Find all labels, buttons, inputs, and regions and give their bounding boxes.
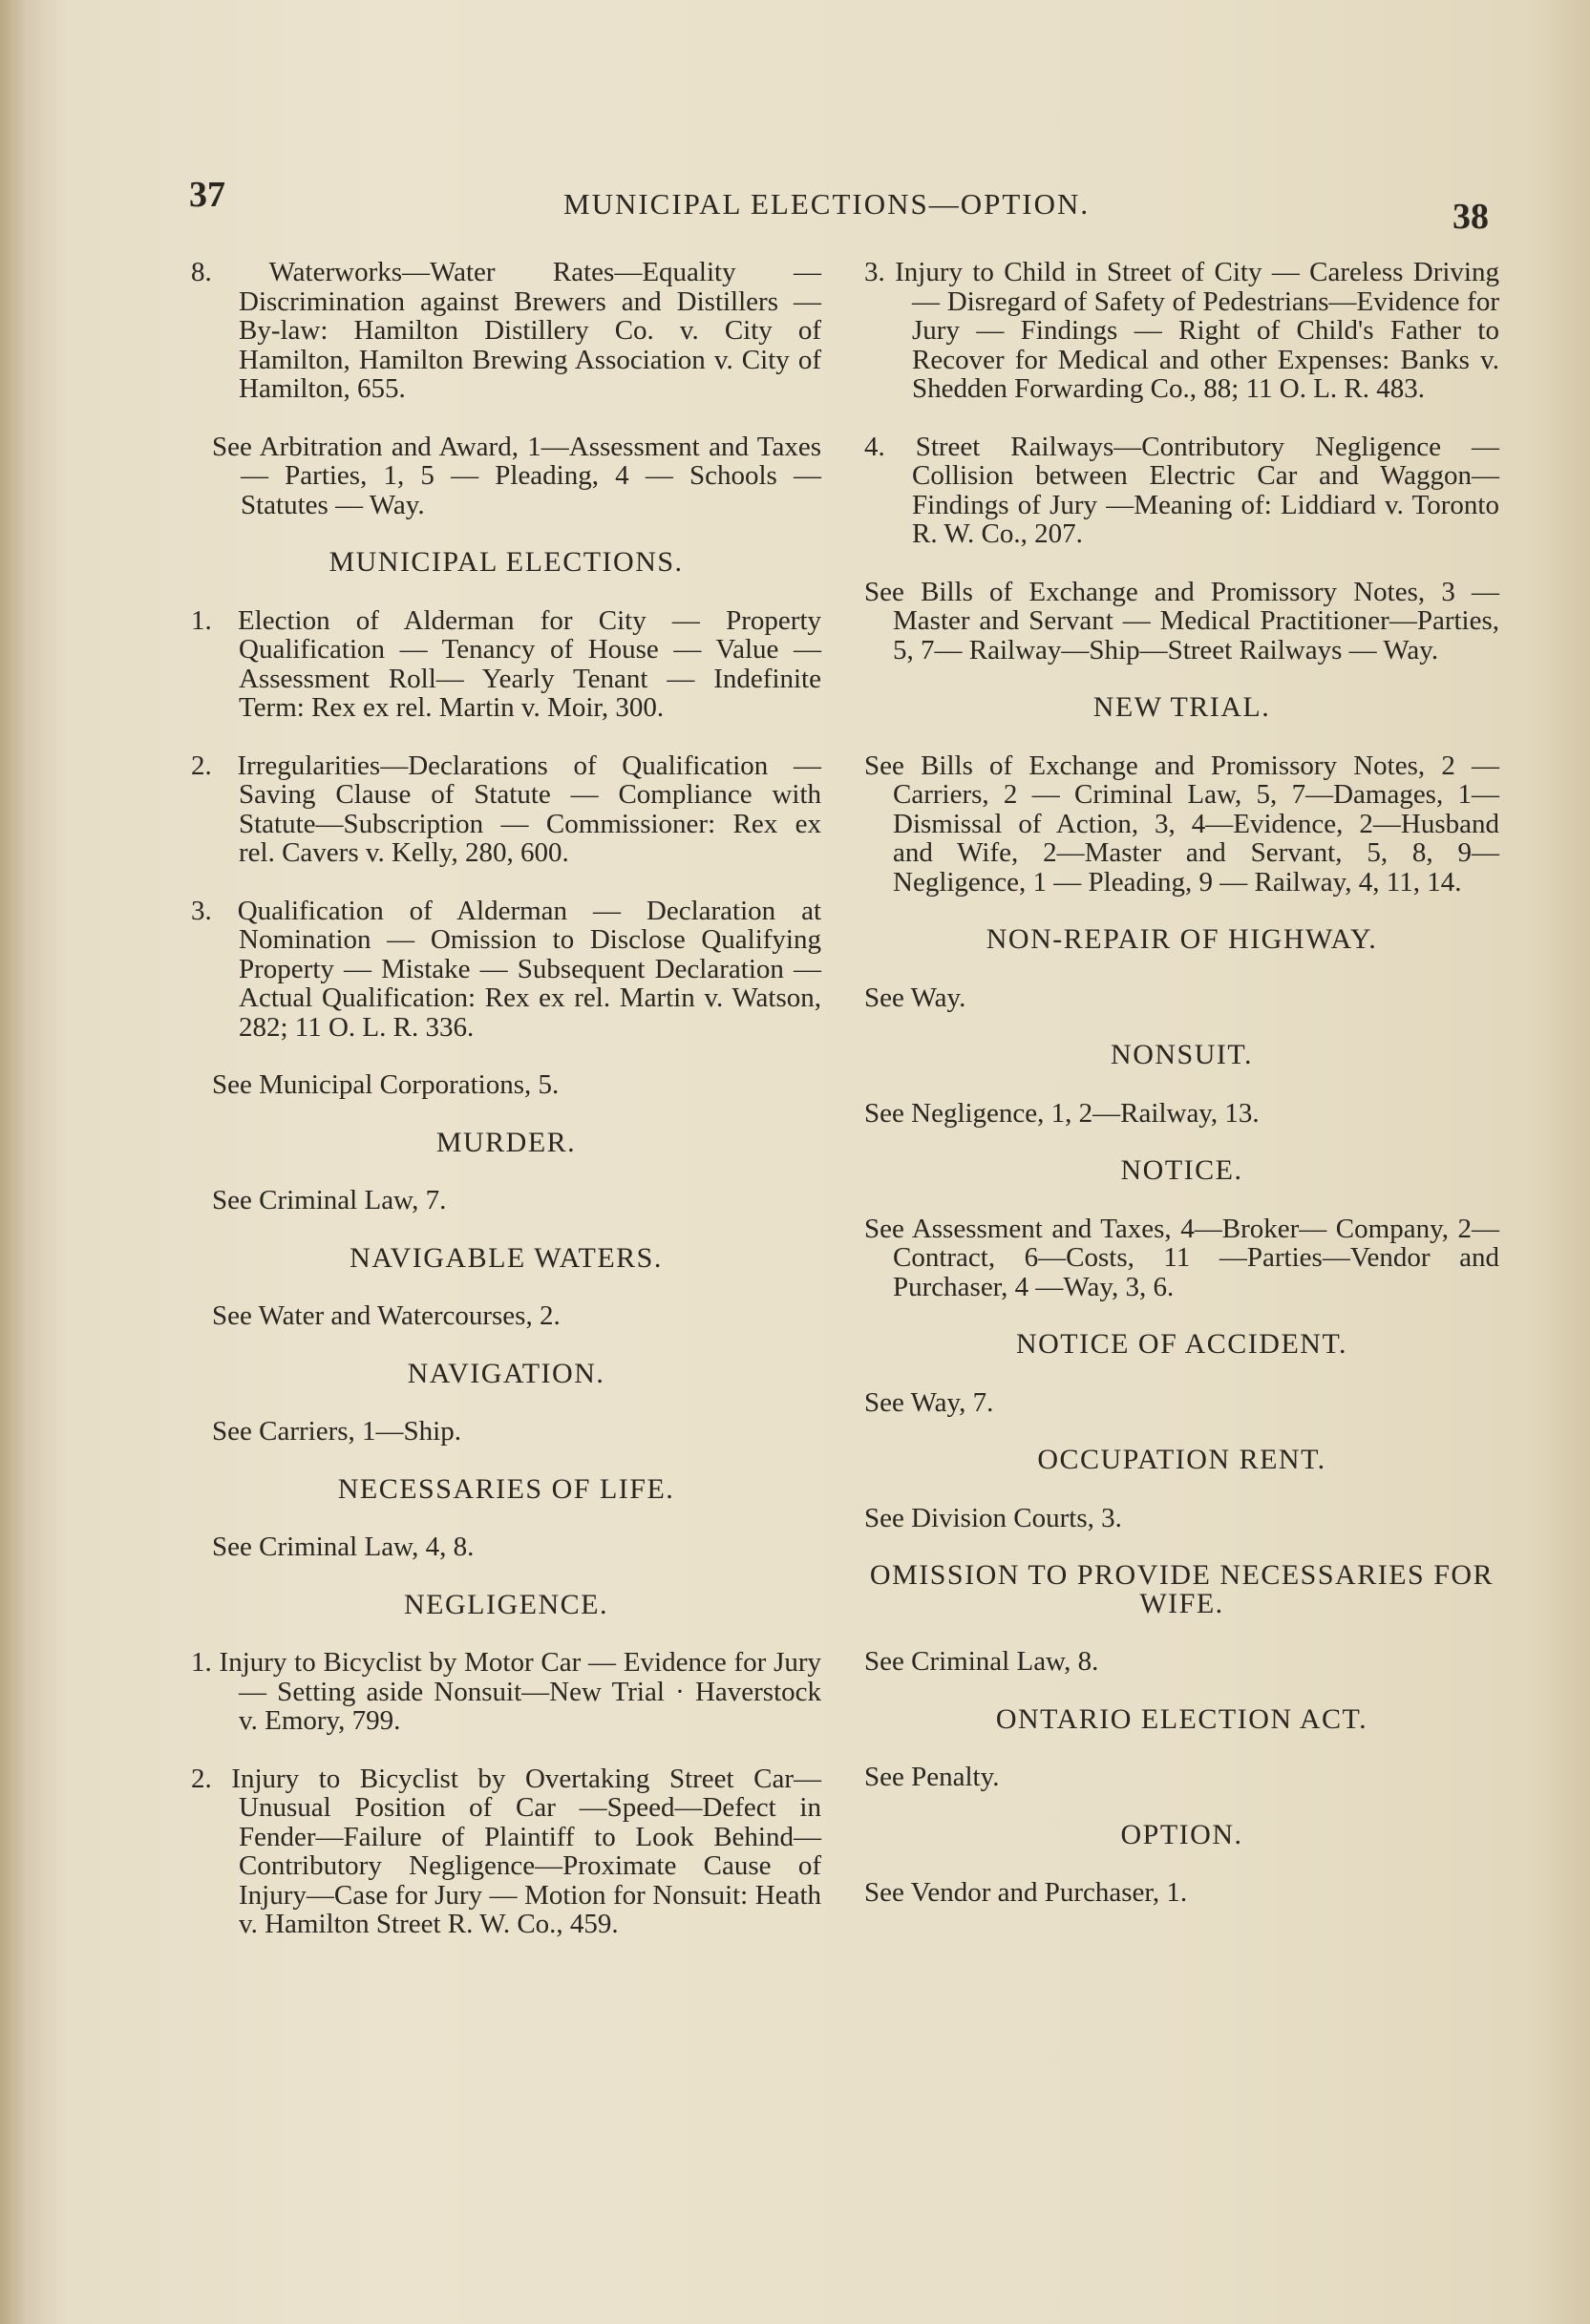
section-heading: ONTARIO ELECTION ACT.: [995, 1702, 1368, 1735]
entry-number: 2.: [191, 1763, 212, 1794]
see-text: Way.: [910, 982, 966, 1013]
index-entry: [191, 606, 821, 723]
see-also: [864, 1099, 1499, 1129]
see-also: [864, 1388, 1499, 1418]
section-heading: NAVIGATION.: [407, 1357, 605, 1389]
section-heading: NOTICE.: [1120, 1154, 1243, 1186]
section-heading: NONSUIT.: [1111, 1039, 1253, 1070]
section-heading: NECESSARIES OF LIFE.: [337, 1472, 675, 1505]
see-label: See: [864, 982, 904, 1013]
section-heading: NON-REPAIR OF HIGHWAY.: [986, 923, 1378, 955]
entry-text: Irregularities—Declarations of Qualification — Saving Clause of Statute — Compliance with Statute—Subscription — Commissioner: Rex ex rel. Cavers v. Kelly, 280, 600.: [237, 750, 821, 868]
see-also: [864, 1763, 1499, 1792]
index-entry: [191, 1764, 821, 1939]
section-heading: OPTION.: [1120, 1818, 1243, 1850]
see-label: See: [212, 1532, 252, 1562]
see-also: [864, 1878, 1499, 1908]
entry-number: 4.: [864, 431, 885, 462]
entry-number: 2.: [191, 750, 212, 781]
see-text: Municipal Corporations, 5.: [259, 1069, 560, 1100]
entry-text: Street Railways—Contributory Negligence — Collision between Electric Car and Waggon—Findings of Jury —Meaning of: Liddiard v. Toronto R. W. Co., 207.: [912, 431, 1499, 549]
entry-text: Waterworks—Water Rates—Equality — Discrimination against Brewers and Distillers — By-law: Hamilton Distillery Co. v. City of Hamilton, Hamilton Brewing Association v. City of Hamilton, 655.: [239, 257, 821, 404]
see-label: See: [864, 1502, 904, 1533]
entry-number: 1.: [191, 604, 212, 636]
page-number-left: 37: [189, 175, 225, 215]
see-label: See: [864, 1213, 904, 1244]
entry-text: Qualification of Alderman — Declaration at Nomination — Omission to Disclose Qualifying Property — Mistake — Subsequent Declaration — Actual Qualification: Rex ex rel. Martin v. Watson, 282; 11 O. L. R. 336.: [237, 895, 822, 1043]
section-heading: NEGLIGENCE.: [404, 1588, 608, 1620]
section-heading: MUNICIPAL ELECTIONS.: [329, 546, 684, 578]
index-entry: [864, 258, 1499, 404]
see-also: [864, 983, 1499, 1013]
see-also: [864, 578, 1499, 666]
see-text: Bills of Exchange and Promissory Notes, 3 — Master and Servant — Medical Practitioner—Parties, 5, 7— Railway—Ship—Street Railways — Way.: [893, 576, 1499, 666]
see-text: Way, 7.: [910, 1386, 994, 1418]
see-also: [212, 1301, 821, 1331]
see-text: Criminal Law, 4, 8.: [259, 1532, 475, 1562]
see-also: [212, 1532, 821, 1562]
entry-text: Election of Alderman for City — Property Qualification — Tenancy of House — Value — Assessment Roll— Yearly Tenant — Indefinite Term: Rex ex rel. Martin v. Moir, 300.: [237, 604, 822, 723]
entry-text: Injury to Bicyclist by Motor Car — Evidence for Jury — Setting aside Nonsuit—New Trial · Haverstock v. Emory, 799.: [219, 1647, 822, 1736]
section-heading: OMISSION TO PROVIDE NECESSARIES FOR WIFE.: [869, 1559, 1495, 1619]
page-number-right: 38: [1452, 197, 1489, 237]
left-column: [191, 258, 821, 1968]
index-entry: [191, 1648, 821, 1736]
see-text: Water and Watercourses, 2.: [258, 1300, 561, 1331]
see-text: Criminal Law, 8.: [911, 1646, 1099, 1677]
section-heading: NEW TRIAL.: [1092, 691, 1271, 723]
section-heading: OCCUPATION RENT.: [1037, 1444, 1326, 1475]
see-text: Negligence, 1, 2—Railway, 13.: [911, 1097, 1260, 1129]
running-head: MUNICIPAL ELECTIONS—OPTION.: [563, 187, 1091, 221]
index-entry: [191, 258, 821, 404]
entry-number: 3.: [864, 257, 885, 287]
see-label: See: [864, 1097, 904, 1129]
see-label: See: [212, 1300, 252, 1331]
right-column: [864, 258, 1499, 1936]
see-text: Bills of Exchange and Promissory Notes, 2 — Carriers, 2 — Criminal Law, 5, 7—Damages, 1—Dismissal of Action, 3, 4—Evidence, 2—Husband and Wife, 2—Master and Servant, 5, 8, 9—Negligence, 1 — Pleading, 9 — Railway, 4, 11, 14.: [893, 750, 1499, 898]
entry-number: 1.: [191, 1647, 212, 1678]
see-text: Arbitration and Award, 1—Assessment and Taxes — Parties, 1, 5 — Pleading, 4 — Schools — Statutes — Way.: [241, 431, 821, 520]
see-also: [864, 1504, 1499, 1533]
see-text: Carriers, 1—Ship.: [259, 1416, 461, 1447]
see-text: Assessment and Taxes, 4—Broker— Company, 2—Contract, 6—Costs, 11 —Parties—Vendor and Purchaser, 4 —Way, 3, 6.: [893, 1213, 1499, 1302]
entry-number: 3.: [191, 895, 212, 926]
see-also: [212, 433, 821, 520]
entry-number: 8.: [191, 257, 212, 287]
see-also: [864, 1647, 1499, 1677]
entry-text: Injury to Bicyclist by Overtaking Street Car—Unusual Position of Car —Speed—Defect in Fender—Failure of Plaintiff to Look Behind—Contributory Negligence—Proximate Cause of Injury—Case for Jury — Motion for Nonsuit: Heath v. Hamilton Street R. W. Co., 459.: [231, 1763, 821, 1939]
section-heading: MURDER.: [435, 1126, 577, 1158]
see-also: [864, 751, 1499, 898]
see-text: Penalty.: [911, 1762, 1000, 1792]
see-label: See: [864, 1646, 904, 1677]
see-label: See: [212, 1416, 252, 1447]
index-entry: [191, 751, 821, 868]
see-label: See: [864, 576, 904, 607]
see-label: See: [212, 1069, 252, 1100]
see-also: [212, 1417, 821, 1447]
section-heading: NOTICE OF ACCIDENT.: [1015, 1328, 1348, 1360]
index-entry: [191, 897, 821, 1043]
see-label: See: [212, 431, 252, 462]
see-text: Criminal Law, 7.: [259, 1185, 447, 1215]
see-also: [864, 1215, 1499, 1302]
see-also: [212, 1186, 821, 1215]
section-heading: NAVIGABLE WATERS.: [350, 1241, 663, 1274]
see-label: See: [864, 1877, 904, 1908]
see-also: [212, 1070, 821, 1100]
see-label: See: [864, 1762, 904, 1792]
entry-text: Injury to Child in Street of City — Careless Driving — Disregard of Safety of Pedestrians—Evidence for Jury — Findings — Right of Child's Father to Recover for Medical and other Expenses: Banks v. Shedden Forwarding Co., 88; 11 O. L. R. 483.: [895, 257, 1499, 404]
see-text: Vendor and Purchaser, 1.: [910, 1877, 1188, 1908]
index-entry: [864, 433, 1499, 549]
see-text: Division Courts, 3.: [911, 1502, 1122, 1533]
see-label: See: [864, 1386, 904, 1418]
see-label: See: [864, 750, 904, 781]
see-label: See: [212, 1185, 252, 1215]
